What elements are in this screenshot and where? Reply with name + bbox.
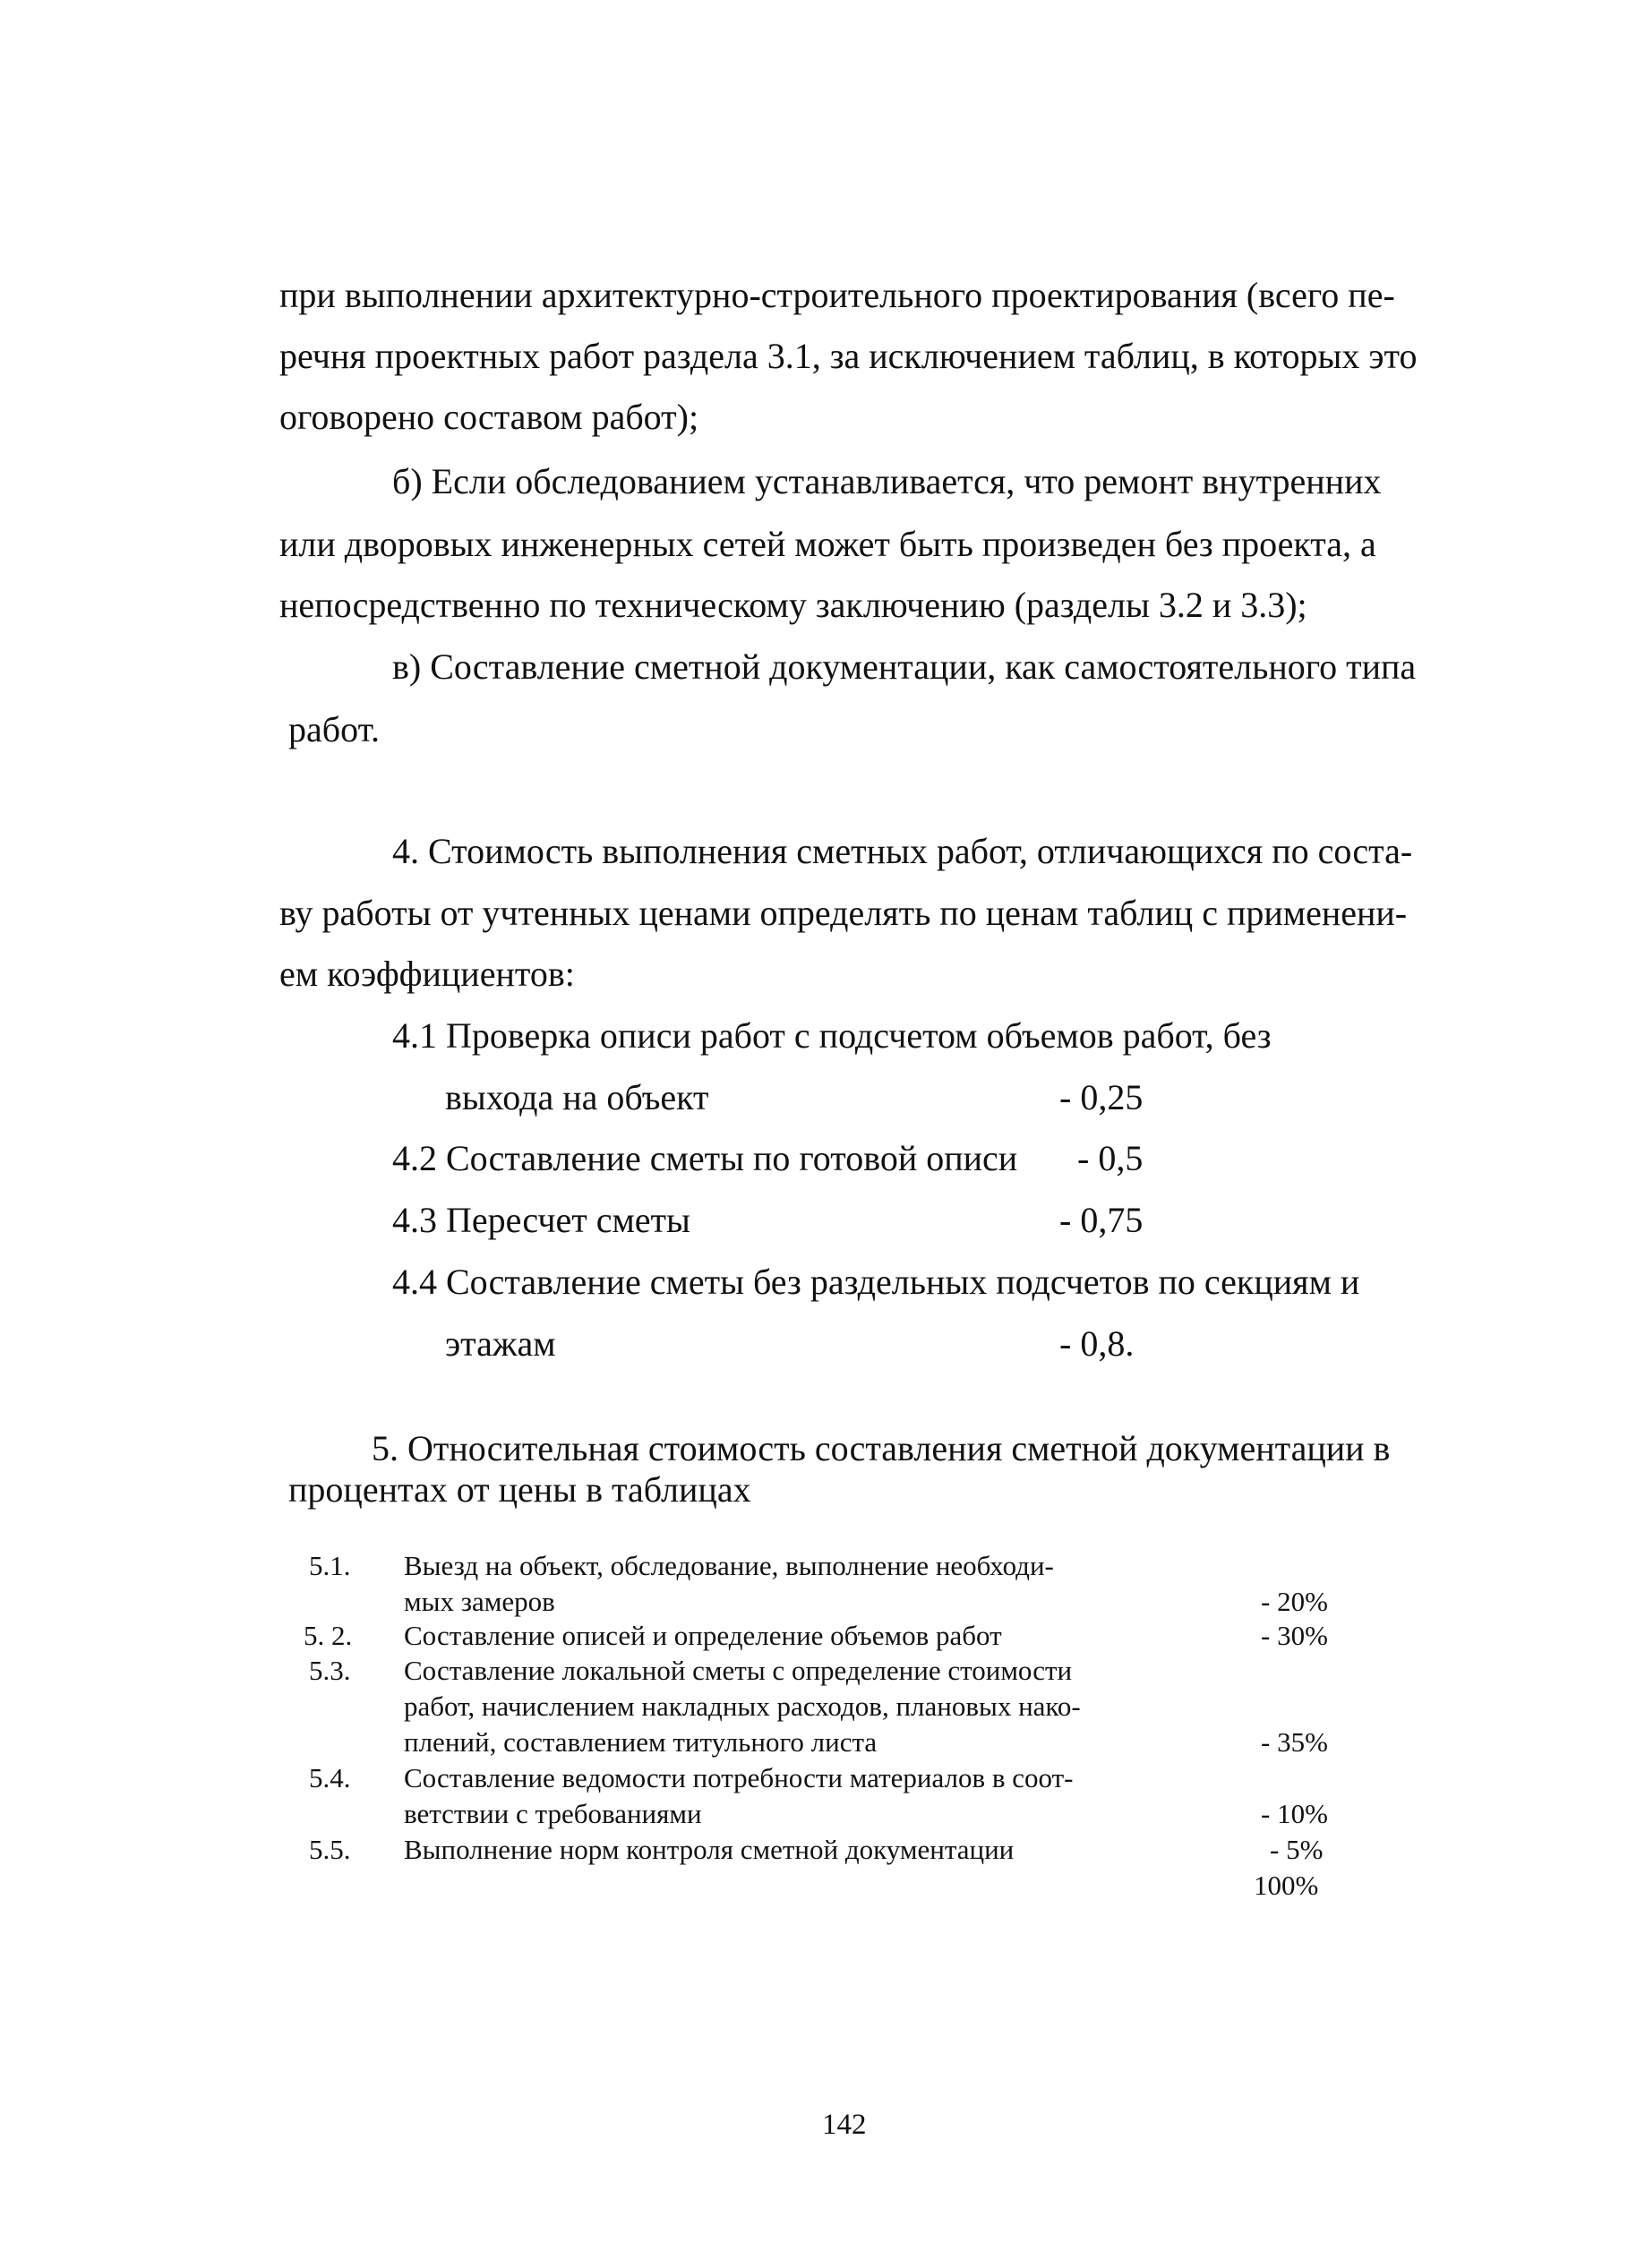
intro-line-1: при выполнении архитектурно-строительного проектирования (всего пе- [279, 275, 1395, 315]
table-total: 100% [1254, 1870, 1319, 1901]
section5-line-2: процентах от цены в таблицах [288, 1469, 751, 1510]
item-4-4-line-2: этажам [445, 1323, 556, 1364]
row-5-3-value: - 35% [1261, 1726, 1328, 1758]
row-5-2-value: - 30% [1261, 1620, 1328, 1651]
row-5-2-num: 5. 2. [304, 1620, 353, 1651]
page-number: 142 [822, 2109, 867, 2141]
item-4-4-line-1: 4.4 Составление сметы без раздельных подсчетов по секциям и [392, 1262, 1360, 1302]
row-5-4-num: 5.4. [309, 1762, 351, 1793]
item-v-line-2: работ. [288, 709, 381, 749]
section4-line-2: ву работы от учтенных ценами определять по ценам таблиц с применени- [279, 893, 1408, 933]
item-v-line-1: в) Составление сметной документации, как самостоятельного типа [392, 646, 1417, 687]
item-b-line-3: непосредственно по техническому заключению (разделы 3.2 и 3.3); [279, 585, 1307, 625]
item-4-4-value: - 0,8. [1059, 1323, 1135, 1364]
section5-line-1: 5. Относительная стоимость составления сметной документации в [372, 1428, 1391, 1468]
item-4-3-value: - 0,75 [1059, 1200, 1144, 1240]
section4-line-3: ем коэффициентов: [279, 954, 575, 994]
row-5-3-num: 5.3. [309, 1655, 351, 1686]
row-5-3-line-3: плений, составлением титульного листа [404, 1726, 878, 1758]
intro-line-3: оговорено составом работ); [279, 397, 699, 437]
row-5-1-line-2: мых замеров [404, 1586, 555, 1617]
item-4-2-line: 4.2 Составление сметы по готовой описи [392, 1138, 1018, 1178]
row-5-5-num: 5.5. [309, 1834, 351, 1865]
row-5-5-value: - 5% [1270, 1834, 1324, 1865]
section4-line-1: 4. Стоимость выполнения сметных работ, отличающихся по соста- [392, 831, 1413, 871]
row-5-3-line-1: Составление локальной сметы с определение стоимости [404, 1655, 1073, 1686]
row-5-1-line-1: Выезд на объект, обследование, выполнение необходи- [404, 1550, 1054, 1581]
row-5-3-line-2: работ, начислением накладных расходов, плановых нако- [404, 1690, 1081, 1722]
item-b-line-2: или дворовых инженерных сетей может быть произведен без проекта, а [279, 524, 1376, 564]
item-b-line-1: б) Если обследованием устанавливается, что ремонт внутренних [392, 461, 1382, 501]
row-5-4-line-2: ветствии с требованиями [404, 1798, 702, 1829]
item-4-2-value: - 0,5 [1077, 1138, 1144, 1178]
row-5-5-line-1: Выполнение норм контроля сметной документации [404, 1834, 1015, 1865]
row-5-1-value: - 20% [1261, 1586, 1328, 1617]
item-4-1-value: - 0,25 [1059, 1077, 1144, 1117]
item-4-1-line-1: 4.1 Проверка описи работ с подсчетом объемов работ, без [392, 1015, 1272, 1056]
row-5-4-value: - 10% [1261, 1798, 1328, 1829]
intro-line-2: речня проектных работ раздела 3.1, за исключением таблиц, в которых это [279, 336, 1418, 376]
item-4-3-line: 4.3 Пересчет сметы [392, 1200, 690, 1240]
row-5-1-num: 5.1. [309, 1550, 351, 1581]
row-5-4-line-1: Составление ведомости потребности материалов в соот- [404, 1762, 1074, 1793]
row-5-2-line-1: Составление описей и определение объемов работ [404, 1620, 1002, 1651]
item-4-1-line-2: выхода на объект [445, 1077, 709, 1117]
